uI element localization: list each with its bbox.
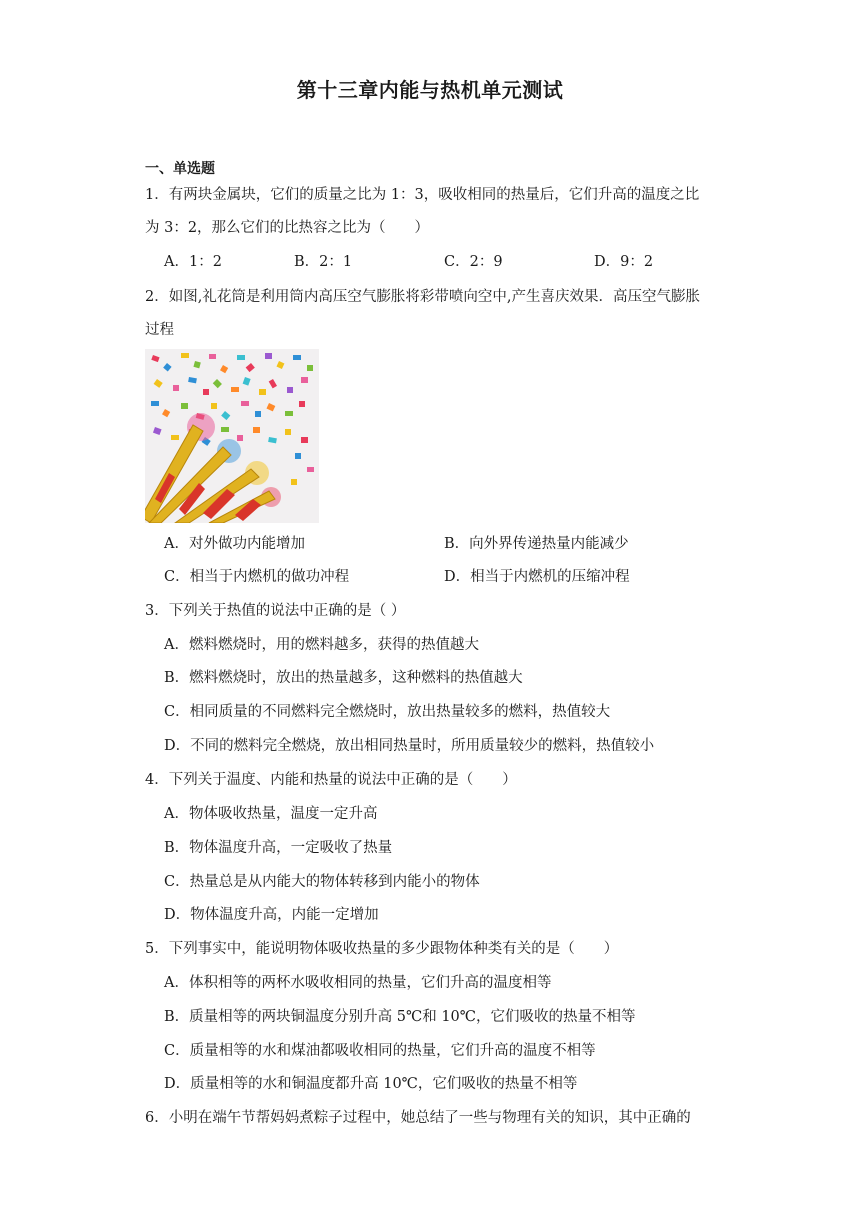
q1-option-d: D．9：2 [594,254,654,270]
q1-option-b: B．2：1 [294,254,353,270]
q6-stem: 6．小明在端午节帮妈妈煮粽子过程中，她总结了一些与物理有关的知识，其中正确的 [145,1110,691,1126]
q4-option-b: B．物体温度升高，一定吸收了热量 [164,840,393,856]
q1-option-a: A．1：2 [164,254,222,270]
q2-stem-line-1: 2．如图,礼花筒是利用筒内高压空气膨胀将彩带喷向空中,产生喜庆效果．高压空气膨胀 [145,289,700,305]
q1-stem-line-2: 为 3：2，那么它们的比热容之比为（ ） [145,220,430,236]
q2-option-d: D．相当于内燃机的压缩冲程 [444,569,630,585]
q4-stem: 4．下列关于温度、内能和热量的说法中正确的是（ ） [145,772,517,788]
q4-option-a: A．物体吸收热量，温度一定升高 [164,806,378,822]
q5-option-d: D．质量相等的水和铜温度都升高 10℃，它们吸收的热量不相等 [164,1076,578,1092]
q3-option-b: B．燃料燃烧时，放出的热量越多，这种燃料的热值越大 [164,670,523,686]
q2-option-c: C．相当于内燃机的做功冲程 [164,569,350,585]
q5-stem: 5．下列事实中，能说明物体吸收热量的多少跟物体种类有关的是（ ） [145,941,619,957]
q1-option-c: C．2：9 [444,254,503,270]
q3-option-a: A．燃料燃烧时，用的燃料越多，获得的热值越大 [164,637,479,653]
q3-option-c: C．相同质量的不同燃料完全燃烧时，放出热量较多的燃料，热值较大 [164,704,611,720]
page-title: 第十三章内能与热机单元测试 [296,78,564,102]
q3-stem: 3．下列关于热值的说法中正确的是（ ） [145,603,406,619]
q5-option-a: A．体积相等的两杯水吸收相同的热量，它们升高的温度相等 [164,975,552,991]
q3-option-d: D．不同的燃料完全燃烧，放出相同热量时，所用质量较少的燃料，热值较小 [164,738,655,754]
q1-stem-line-1: 1．有两块金属块，它们的质量之比为 1：3，吸收相同的热量后，它们升高的温度之比 [145,187,700,203]
party-popper-confetti-photo [145,349,319,523]
q5-option-c: C．质量相等的水和煤油都吸收相同的热量，它们升高的温度不相等 [164,1043,596,1059]
section-heading: 一、单选题 [145,161,215,177]
q4-option-d: D．物体温度升高，内能一定增加 [164,907,379,923]
q2-option-b: B．向外界传递热量内能减少 [444,536,629,552]
q2-stem-line-2: 过程 [145,322,174,338]
q4-option-c: C．热量总是从内能大的物体转移到内能小的物体 [164,874,480,890]
q2-option-a: A．对外做功内能增加 [164,536,305,552]
q5-option-b: B．质量相等的两块铜温度分别升高 5℃和 10℃，它们吸收的热量不相等 [164,1009,636,1025]
